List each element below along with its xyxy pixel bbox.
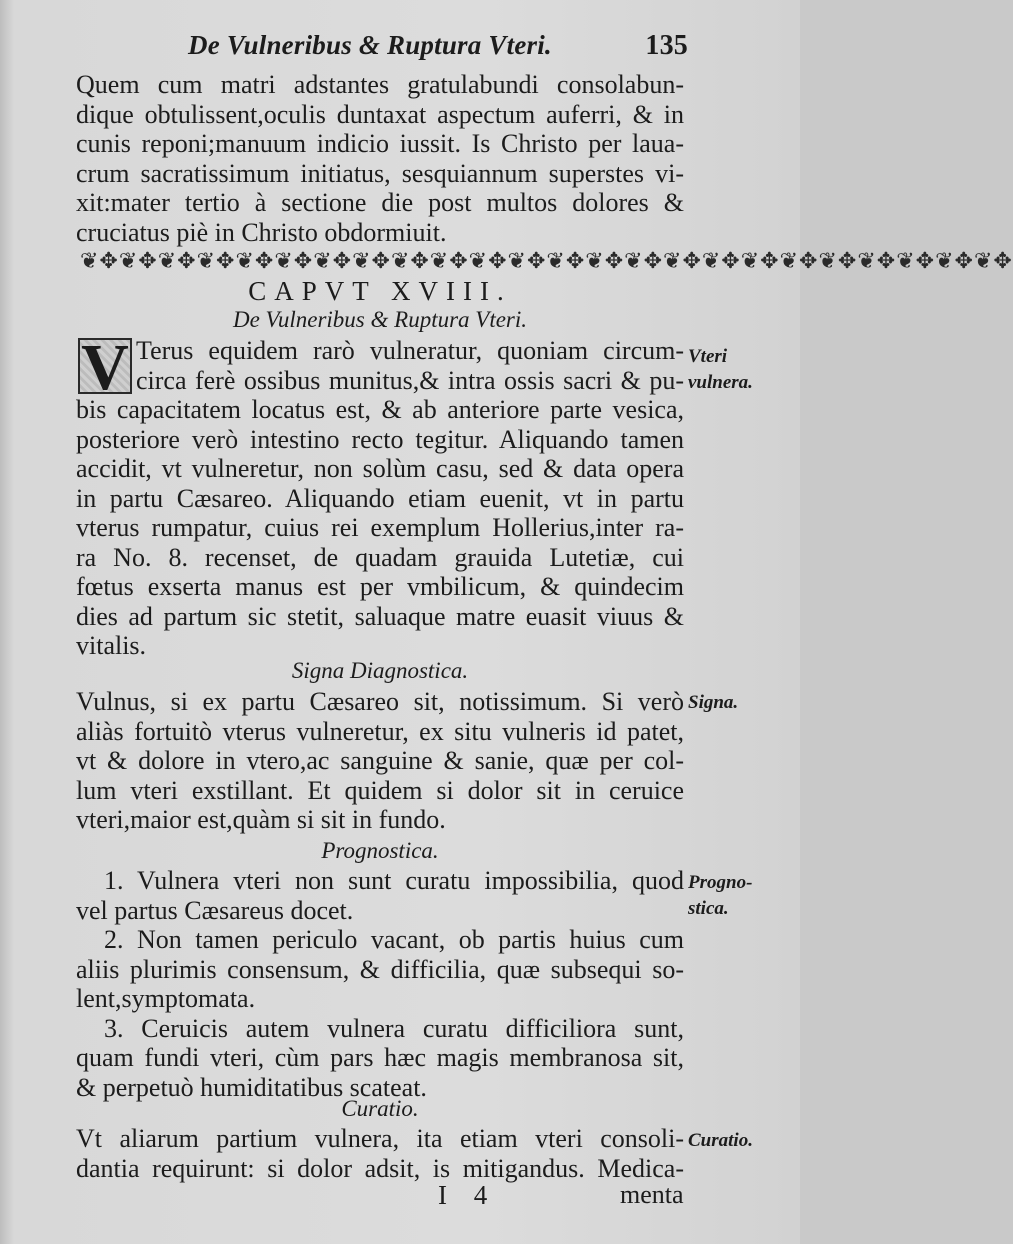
text-line: lent,symptomata. <box>76 984 256 1013</box>
marginal-note-vulnera: vulnera. <box>688 372 753 393</box>
text-line: Vt aliarum partium vulnera, ita etiam vteri consoli- <box>76 1124 684 1153</box>
chapter-subtitle: De Vulneribus & Ruptura Vteri. <box>232 307 528 332</box>
text-line: vterus rumpatur, cuius rei exemplum Hollerius,inter ra- <box>76 513 684 542</box>
text-line: vitalis. <box>76 631 147 660</box>
text-line: cruciatus piè in Christo obdormiuit. <box>76 217 447 247</box>
text-line: quam fundi vteri, cùm pars hæc magis membranosa sit, <box>76 1043 684 1072</box>
marginal-note-signa: Signa. <box>688 692 739 713</box>
marginal-note-vteri: Vteri <box>688 346 728 367</box>
text-line: dies ad partum sic stetit, saluaque matre euasit viuus & <box>76 601 684 631</box>
text-line: Vulnus, si ex partu Cæsareo sit, notissimum. Si verò <box>76 687 684 716</box>
text-line: 3. Ceruicis autem vulnera curatu difficiliora sunt, <box>104 1013 684 1043</box>
text-line: posteriore verò intestino recto tegitur. Aliquando tamen <box>76 424 684 454</box>
text-line: 2. Non tamen periculo vacant, ob partis huius cum <box>104 925 684 954</box>
text-line: dantia requirunt: si dolor adsit, is mitigandus. Medica- <box>76 1153 684 1183</box>
text-line: Terus equidem rarò vulneratur, quoniam circum- <box>136 336 684 365</box>
signa-paragraph <box>76 687 684 835</box>
opening-paragraph <box>76 70 684 247</box>
prognostica-paragraph <box>76 866 684 1102</box>
section-heading-prognostica: Prognostica. <box>321 838 439 863</box>
text-line: aliis plurimis consensum, & difficilia, quæ subsequi so- <box>76 954 684 984</box>
text-line: vt & dolore in vtero,ac sanguine & sanie, quæ per col- <box>76 746 684 775</box>
text-line: aliàs fortuitò vterus vulneretur, ex situ vulneris id patet, <box>76 716 684 746</box>
text-line: Quem cum matri adstantes gratulabundi consolabun- <box>76 70 684 99</box>
text-line: dique obtulissent,oculis duntaxat aspectum auferri, & in <box>76 99 684 129</box>
text-line: cunis reponi;manuum indicio iussit. Is Christo per laua- <box>76 129 684 158</box>
section-heading-signa: Signa Diagnostica. <box>291 658 469 683</box>
running-title: De Vulneribus & Ruptura Vteri. <box>188 30 552 60</box>
text-line: accidit, vt vulneretur, non solùm casu, sed & data opera <box>76 454 684 483</box>
marginal-note-stica: stica. <box>688 898 729 919</box>
catchword: menta <box>620 1180 684 1209</box>
ornamental-divider: ❦✥❦✥❦✥❦✥❦✥❦✥❦✥❦✥❦✥❦✥❦✥❦✥❦✥❦✥❦✥❦✥❦✥❦✥❦✥❦✥❦✥❦✥❦✥❦✥ <box>80 248 1013 273</box>
text-line: 1. Vulnera vteri non sunt curatu impossibilia, quod <box>104 866 684 895</box>
text-line: ra No. 8. recenset, de quadam grauida Lutetiæ, cui <box>76 542 684 572</box>
curatio-paragraph <box>76 1124 684 1183</box>
text-line: xit:mater tertio à sectione die post multos dolores & <box>76 188 684 217</box>
text-line: bis capacitatem locatus est, & ab anteriore parte vesica, <box>76 395 684 424</box>
signature-mark: I 4 <box>438 1180 498 1210</box>
text-line: & perpetuò humiditatibus scateat. <box>76 1072 427 1102</box>
marginal-note-curatio: Curatio. <box>688 1130 753 1151</box>
text-line: crum sacratissimum initiatus, sesquiannum superstes vi- <box>76 158 684 188</box>
text-line: vteri,maior est,quàm si sit in fundo. <box>76 805 446 834</box>
text-line: vel partus Cæsareus docet. <box>76 895 354 925</box>
chapter-title: CAPVT XVIII. <box>248 276 512 306</box>
section-heading-curatio: Curatio. <box>341 1096 419 1121</box>
marginal-note-progno: Progno- <box>688 872 753 893</box>
page-number: 135 <box>645 30 688 61</box>
text-line: lum vteri exstillant. Et quidem si dolor sit in ceruice <box>76 775 684 805</box>
text-line: circa ferè ossibus munitus,& intra ossis sacri & pu- <box>136 365 684 395</box>
running-header <box>188 30 688 61</box>
text-line: fœtus exserta manus est per vmbilicum, & quindecim <box>76 572 684 601</box>
main-paragraph <box>76 336 684 661</box>
text-line: in partu Cæsareo. Aliquando etiam euenit, vt in partu <box>76 483 684 513</box>
drop-initial: V <box>78 338 132 394</box>
